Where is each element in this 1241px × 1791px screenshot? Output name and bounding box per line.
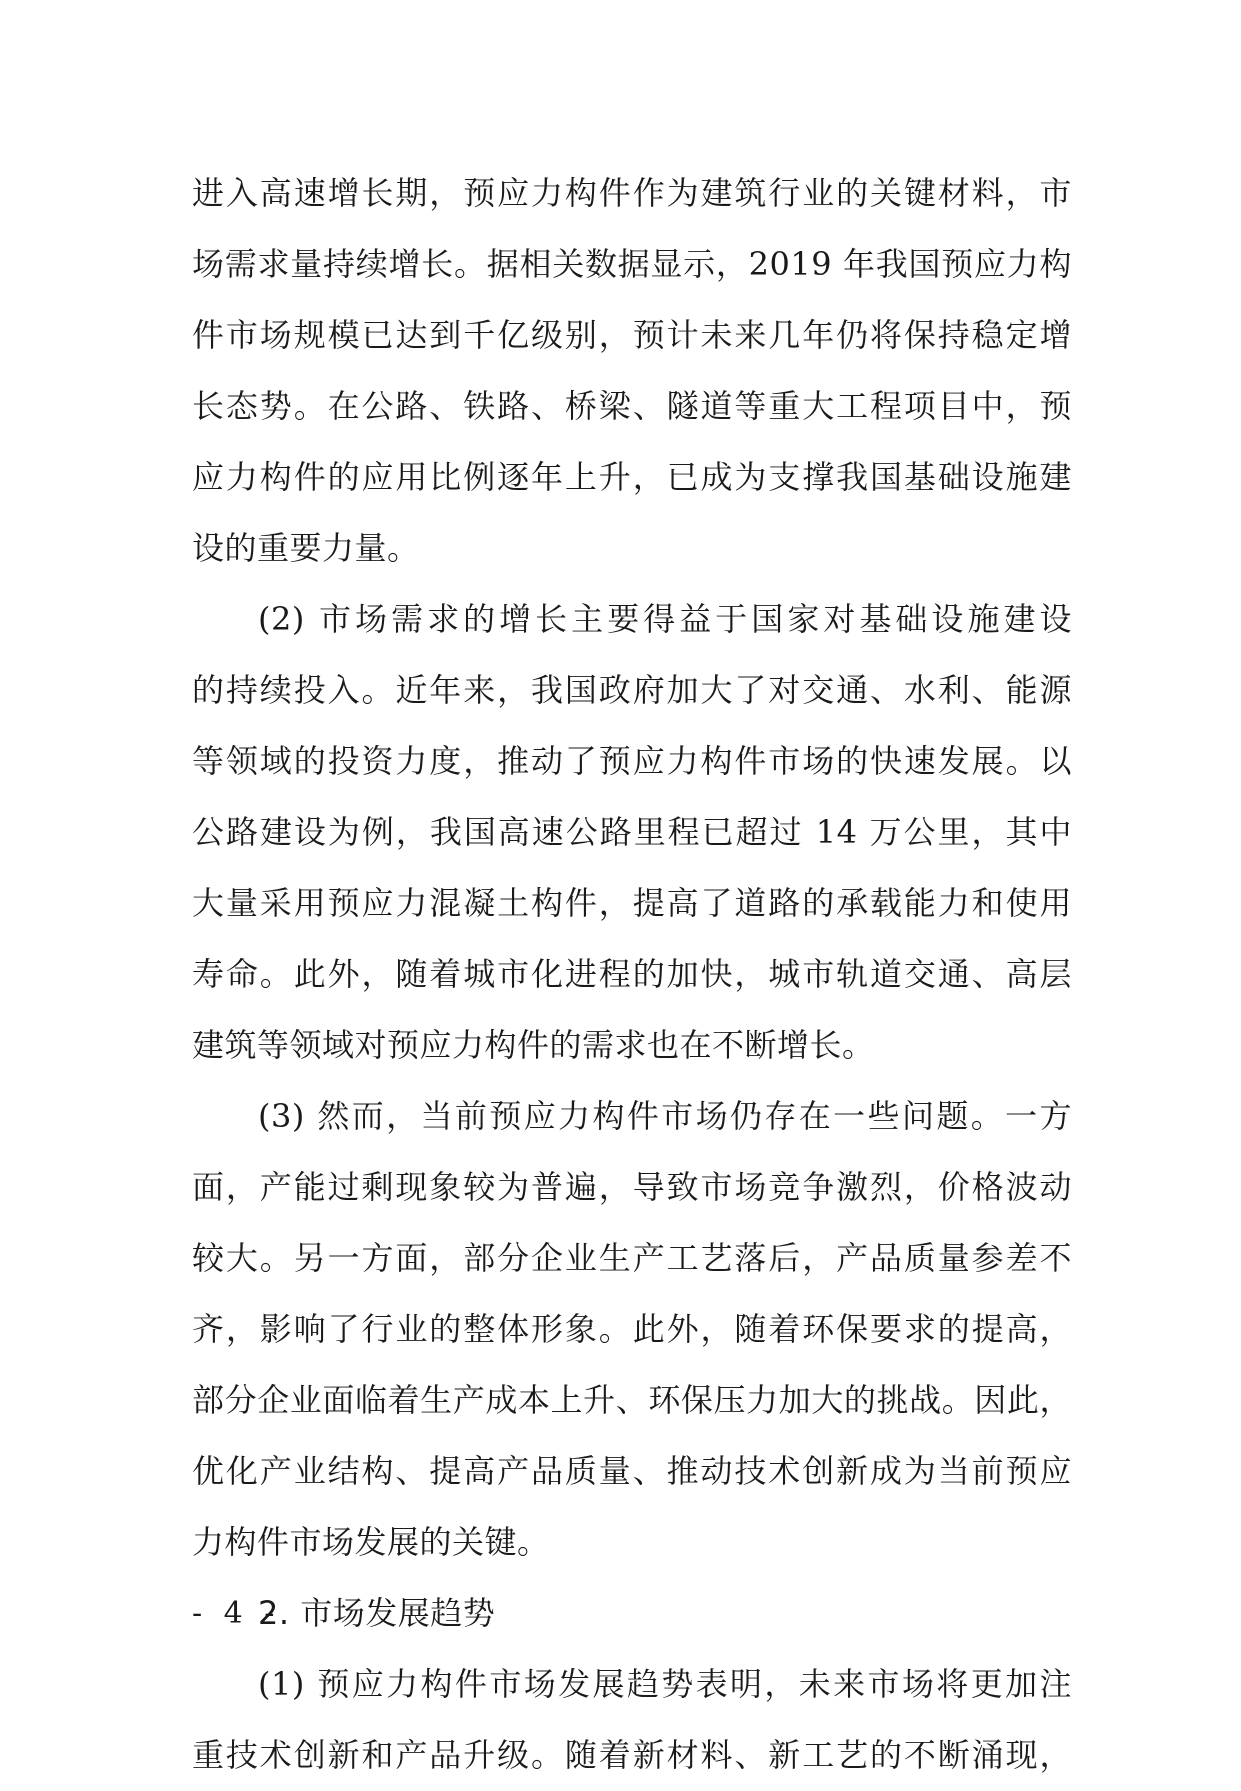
- text-line: 较大。另一方面，部分企业生产工艺落后，产品质量参差不: [192, 1239, 1072, 1277]
- text-line: 公路建设为例，我国高速公路里程已超过 14 万公里，其中: [192, 813, 1072, 851]
- paragraph-start-line: (3) 然而，当前预应力构件市场仍存在一些问题。一方: [258, 1097, 1072, 1135]
- text-line: 寿命。此外，随着城市化进程的加快，城市轨道交通、高层: [192, 955, 1072, 993]
- text-line: 大量采用预应力混凝土构件，提高了道路的承载能力和使用: [192, 884, 1072, 922]
- text-line: 的持续投入。近年来，我国政府加大了对交通、水利、能源: [192, 671, 1072, 709]
- text-line: 场需求量持续增长。据相关数据显示，2019 年我国预应力构: [192, 245, 1072, 283]
- text-line: 部分企业面临着生产成本上升、环保压力加大的挑战。因此，: [192, 1381, 1072, 1419]
- body-text: [192, 158, 1072, 1791]
- paragraph-start-line: (1) 预应力构件市场发展趋势表明，未来市场将更加注: [258, 1665, 1072, 1703]
- text-line: 优化产业结构、提高产品质量、推动技术创新成为当前预应: [192, 1452, 1072, 1490]
- text-line: 长态势。在公路、铁路、桥梁、隧道等重大工程项目中，预: [192, 387, 1072, 425]
- text-line: 重技术创新和产品升级。随着新材料、新工艺的不断涌现，: [192, 1736, 1072, 1774]
- text-line: 应力构件的应用比例逐年上升，已成为支撑我国基础设施建: [192, 458, 1072, 496]
- section-heading: 2. 市场发展趋势: [258, 1594, 496, 1632]
- text-line: 等领域的投资力度，推动了预应力构件市场的快速发展。以: [192, 742, 1072, 780]
- text-line: 力构件市场发展的关键。: [192, 1523, 550, 1561]
- page-number: - 4 -: [192, 1596, 281, 1631]
- paragraph-start-line: (2) 市场需求的增长主要得益于国家对基础设施建设: [258, 600, 1072, 638]
- text-line: 进入高速增长期，预应力构件作为建筑行业的关键材料，市: [192, 174, 1072, 212]
- text-line: 设的重要力量。: [192, 529, 420, 567]
- text-line: 件市场规模已达到千亿级别，预计未来几年仍将保持稳定增: [192, 316, 1072, 354]
- text-line: 建筑等领域对预应力构件的需求也在不断增长。: [192, 1026, 875, 1064]
- text-line: 齐，影响了行业的整体形象。此外，随着环保要求的提高，: [192, 1310, 1072, 1348]
- text-line: 面，产能过剩现象较为普遍，导致市场竞争激烈，价格波动: [192, 1168, 1072, 1206]
